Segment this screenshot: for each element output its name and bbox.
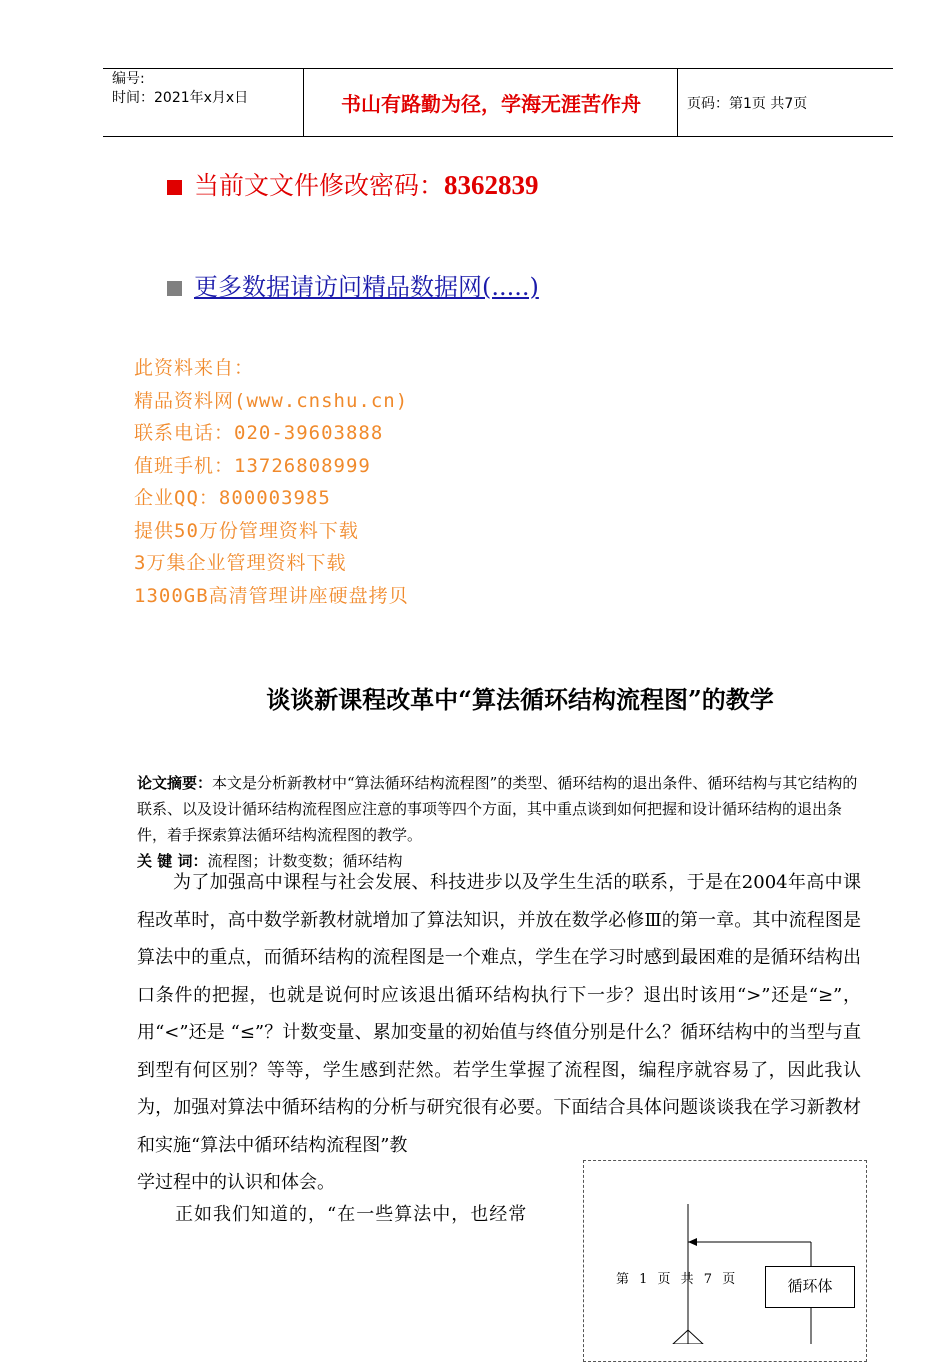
article-title: 谈谈新课程改革中“算法循环结构流程图”的教学 <box>266 685 774 714</box>
square-bullet-icon <box>167 180 182 195</box>
source-info-block <box>134 352 409 612</box>
body-paragraph: 为了加强高中课程与社会发展、科技进步以及学生生活的联系，于是在2004年高中课程改革时，高中数学新教材就增加了算法知识，并放在数学必修Ⅲ的第一章。其中流程图是算法中的重点，而循环结构的流程图是一个难点，学生在学习时感到最困难的是循环结构出口条件的把握，也就是说何时应该退出循环结构执行下一步？退出时该用“>”还是“≥”，用“<”还是 “≤”？计数变量、累加变量的初始值与终值分别是什么？循环结构中的当型与直到型有何区别？等等，学生感到茫然。若学生掌握了流程图，编程序就容易了，因此我认为，加强对算法中循环结构的分析与研究很有必要。下面结合具体问题谈谈我在学习新教材和实施“算法中循环结构流程图”教 <box>137 872 861 1156</box>
body-paragraph-end: 学过程中的认识和体会。 <box>137 1172 335 1193</box>
header-divider-right <box>677 68 678 136</box>
info-line: 3万集企业管理资料下载 <box>134 552 347 574</box>
abstract-text: 本文是分析新教材中“算法循环结构流程图”的类型、循环结构的退出条件、循环结构与其它结构的联系、以及设计循环结构流程图应注意的事项等四个方面，其中重点谈到如何把握和设计循环结构的退出条件，着手探索算法循环结构流程图的教学。 <box>137 774 858 844</box>
keywords-text: 流程图；计数变数；循环结构 <box>207 852 403 870</box>
page-footer: 第 1 页 共 7 页 <box>616 1272 739 1287</box>
header-page-code: 页码：第1页 共7页 <box>687 96 808 112</box>
more-data-link[interactable]: 更多数据请访问精品数据网(.....) <box>194 273 539 301</box>
time-label: 时间：2021年x月x日 <box>112 90 249 106</box>
password-label: 当前文文件修改密码： <box>194 171 445 200</box>
abstract-paragraph <box>137 770 861 848</box>
password-line <box>167 166 539 202</box>
flowchart-lines <box>583 1160 865 1344</box>
serial-label: 编号: <box>112 71 145 87</box>
header-meta <box>112 70 248 108</box>
info-line: 企业QQ：800003985 <box>134 487 331 509</box>
article-body <box>137 864 861 1202</box>
square-bullet-icon <box>167 281 182 296</box>
password-value: 8362839 <box>444 170 539 200</box>
body-paragraph-2-start: 正如我们知道的，“在一些算法中，也经常 <box>175 1204 528 1225</box>
header-motto: 书山有路勤为径，学海无涯苦作舟 <box>341 92 641 116</box>
abstract-label: 论文摘要： <box>137 774 213 792</box>
info-line: 1300GB高清管理讲座硬盘拷贝 <box>134 584 409 607</box>
keywords-label: 关 键 词： <box>137 852 208 870</box>
info-line: 提供50万份管理资料下载 <box>134 519 359 542</box>
flowchart-loop-body-box: 循环体 <box>765 1266 855 1308</box>
more-data-line <box>167 267 539 302</box>
info-line: 联系电话：020-39603888 <box>134 422 384 444</box>
info-line: 精品资料网(www.cnshu.cn) <box>134 389 409 412</box>
header-bottom-rule <box>103 136 893 137</box>
article-abstract <box>137 770 861 874</box>
header-divider-left <box>303 68 304 136</box>
info-line: 值班手机：13726808999 <box>134 454 371 477</box>
header-top-rule <box>103 68 893 69</box>
info-line: 此资料来自： <box>134 357 255 379</box>
